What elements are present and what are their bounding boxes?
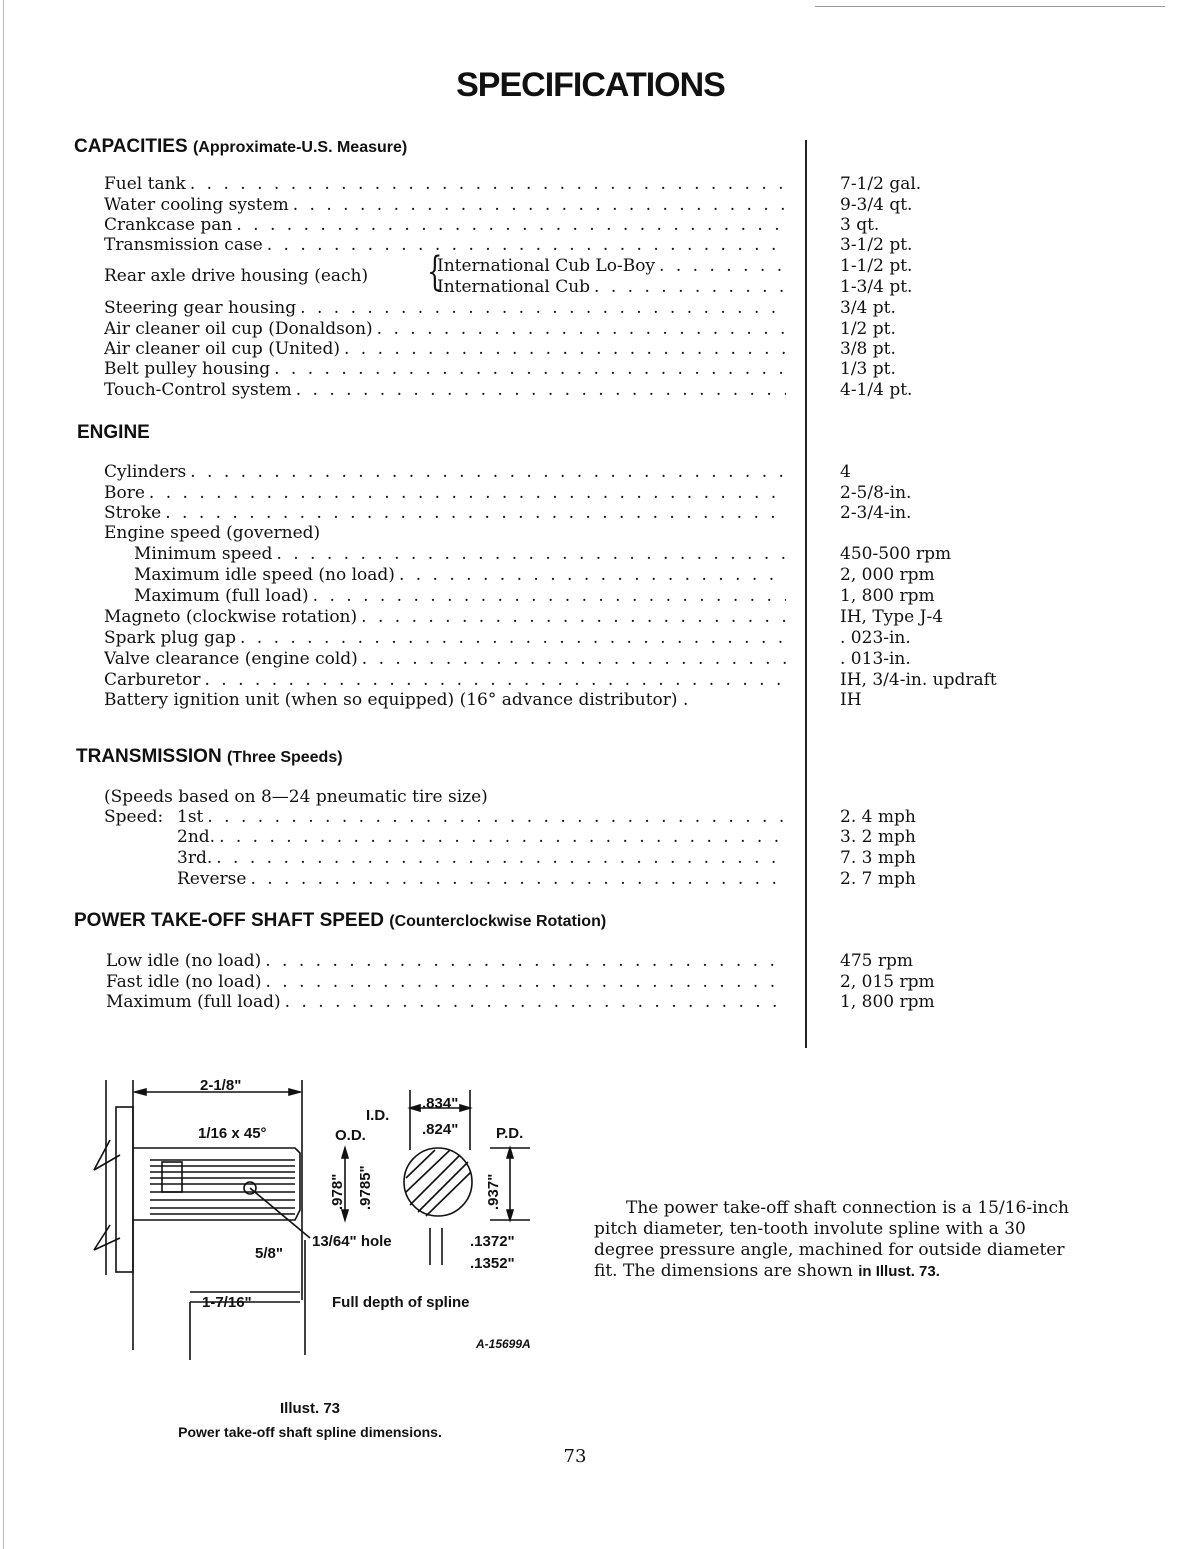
spec-row: Magneto (clockwise rotation) . . . [104, 607, 786, 628]
spec-value: 3-1/2 pt. [840, 235, 913, 255]
illust-reference: in Illust. 73. [858, 1263, 940, 1280]
spec-value: 1-3/4 pt. [840, 277, 913, 297]
spec-value: 1, 800 rpm [840, 586, 935, 606]
drawing-number: A-15699A [476, 1337, 531, 1351]
transmission-subheading: (Three Speeds) [226, 749, 343, 766]
pto-heading-text: POWER TAKE-OFF SHAFT SPEED [74, 910, 384, 931]
transmission-heading [76, 746, 343, 768]
spec-row: International Cub Lo-Boy . . . [437, 256, 786, 277]
diagram-label: .824" [422, 1121, 459, 1138]
spec-value: 450-500 rpm [840, 544, 952, 564]
diagram-label: P.D. [496, 1125, 524, 1142]
diagram-label: 1-7/16" [202, 1294, 252, 1311]
spec-value: 2, 000 rpm [840, 565, 935, 585]
spec-value: 3. 2 mph [840, 827, 916, 847]
spec-row: Air cleaner oil cup (Donaldson) . . . [104, 319, 786, 340]
spec-value: 3/8 pt. [840, 339, 896, 359]
spec-value: 2-5/8-in. [840, 483, 912, 503]
capacities-subheading: (Approximate-U.S. Measure) [192, 139, 408, 156]
spec-value: 475 rpm [840, 951, 913, 971]
diagram-label: .978" [329, 1173, 346, 1210]
pto-subheading: (Counterclockwise Rotation) [389, 913, 607, 930]
spec-row: Minimum speed . . . [134, 544, 786, 565]
pto-heading [74, 910, 606, 932]
spec-row: 2nd. . . . [177, 827, 786, 848]
shaft-collar [116, 1107, 133, 1272]
spec-row: Stroke . . . [104, 503, 786, 524]
speed-prefix: Speed: [104, 807, 164, 827]
spec-row: Belt pulley housing . . . [104, 359, 786, 380]
spec-value: 2. 7 mph [840, 869, 916, 889]
spec-value: 4-1/4 pt. [840, 380, 913, 400]
spec-value: IH, Type J-4 [840, 607, 944, 627]
transmission-note: (Speeds based on 8—24 pneumatic tire size) [104, 787, 488, 807]
hole-leader [250, 1188, 310, 1238]
diagram-label: .1352" [470, 1255, 515, 1272]
diagram-label: O.D. [335, 1127, 366, 1144]
transmission-heading-text: TRANSMISSION [76, 746, 222, 767]
spec-value: 7-1/2 gal. [840, 174, 922, 194]
caption-text: Power take-off shaft spline dimensions. [178, 1424, 442, 1440]
spec-row: 1st . . . [177, 807, 786, 828]
spec-value: 7. 3 mph [840, 848, 916, 868]
engine-heading-text: ENGINE [77, 422, 150, 443]
spec-row: Steering gear housing . . . [104, 298, 786, 319]
spec-value: 1/3 pt. [840, 359, 896, 379]
spec-value: 2. 4 mph [840, 807, 916, 827]
spec-row: Low idle (no load) . . . [106, 951, 786, 972]
caption-number: Illust. 73 [279, 1400, 341, 1417]
diagram-label: 5/8" [255, 1245, 283, 1262]
diagram-label: .834" [422, 1095, 459, 1112]
spec-value: . 013-in. [840, 649, 911, 669]
capacities-heading-text: CAPACITIES [74, 136, 188, 157]
spec-value: 2-3/4-in. [840, 503, 912, 523]
diagram-label: .9785" [357, 1165, 374, 1210]
page-title: SPECIFICATIONS [456, 66, 725, 104]
diagram-label: .937" [485, 1173, 502, 1210]
scan-edge-left [3, 0, 4, 1549]
spec-value: IH, 3/4-in. updraft [840, 670, 997, 690]
engine-speed-subhead: Engine speed (governed) [104, 523, 321, 543]
spec-row: Bore . . . [104, 483, 786, 504]
spec-row: Carburetor . . . [104, 670, 786, 691]
spec-value: 9-3/4 qt. [840, 195, 913, 215]
diagram-label: 1/16 x 45° [198, 1125, 267, 1142]
spec-row: Transmission case . . . [104, 235, 786, 256]
spec-value: 1, 800 rpm [840, 992, 935, 1012]
spec-row: Cylinders . . . [104, 462, 786, 483]
spec-value: 3 qt. [840, 215, 880, 235]
scan-edge-top [815, 6, 1165, 7]
diagram-label: 2-1/8" [200, 1077, 242, 1094]
capacities-heading [74, 136, 407, 158]
spec-row: 3rd. . . . [177, 848, 786, 869]
diagram-label: Full depth of spline [332, 1294, 470, 1311]
rear-axle-label: Rear axle drive housing (each) [104, 266, 369, 286]
engine-heading [77, 422, 150, 444]
spec-value: 3/4 pt. [840, 298, 896, 318]
pto-description [594, 1198, 1074, 1282]
spec-row: Maximum (full load) . . . [134, 586, 786, 607]
spec-value: 1/2 pt. [840, 319, 896, 339]
spec-row: Maximum idle speed (no load) . . . [134, 565, 786, 586]
spec-value: 2, 015 rpm [840, 972, 935, 992]
brace: { [427, 249, 443, 295]
diagram-label: .1372" [470, 1233, 515, 1250]
diagram-label: I.D. [366, 1107, 390, 1124]
spec-row: Valve clearance (engine cold) . . . [104, 649, 786, 670]
spec-row: Crankcase pan . . . [104, 215, 786, 236]
spec-row: Maximum (full load) . . . [106, 992, 786, 1013]
spec-row: Fast idle (no load) . . . [106, 972, 786, 993]
spec-row: Spark plug gap . . . [104, 628, 786, 649]
spec-value: IH [840, 690, 862, 710]
diagram-label: 13/64" hole [312, 1233, 392, 1250]
spec-row: Air cleaner oil cup (United) . . . [104, 339, 786, 360]
page-number: 73 [563, 1446, 587, 1467]
spec-row: Fuel tank . . . [104, 174, 786, 195]
spec-value: . 023-in. [840, 628, 911, 648]
spec-row: Water cooling system . . . [104, 195, 786, 216]
spline-diagram [80, 1060, 560, 1360]
battery-ignition-label: Battery ignition unit (when so equipped) (16° advance distributor) . [104, 690, 689, 710]
spec-row: Reverse . . . [177, 869, 786, 890]
spec-row: Touch-Control system . . . [104, 380, 786, 401]
spec-value: 1-1/2 pt. [840, 256, 913, 276]
spec-row: International Cub . . . [437, 277, 786, 298]
column-divider [805, 140, 807, 1048]
spec-value: 4 [840, 462, 851, 482]
pto-description-text: The power take-off shaft connection is a 15/16-inch pitch diameter, ten-tooth involute spline with a 30 degree pressure angle, machined for outside diameter fit. The dimensions are shown [594, 1198, 1069, 1281]
